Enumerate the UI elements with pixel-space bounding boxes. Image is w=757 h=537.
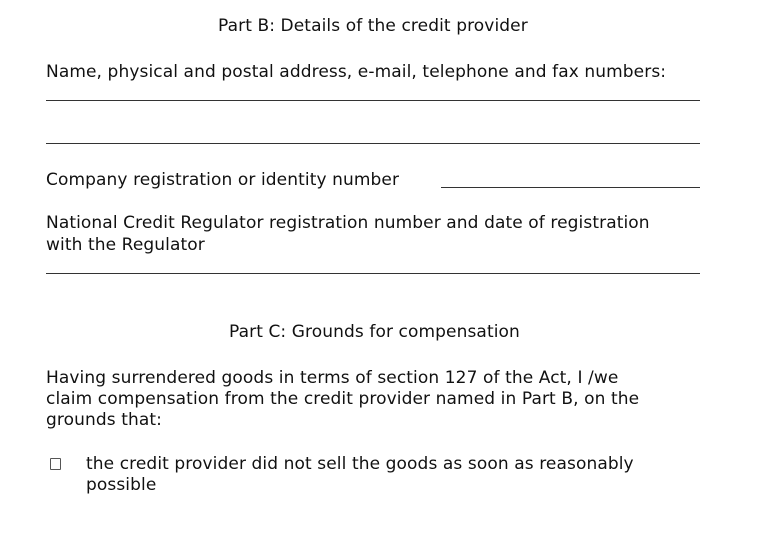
company-registration-line[interactable]	[441, 187, 700, 188]
ground-1-text-line1: the credit provider did not sell the goods as soon as reasonably	[86, 454, 634, 474]
part-c-intro-line1: Having surrendered goods in terms of section 127 of the Act, I /we	[46, 368, 619, 388]
part-c-heading: Part C: Grounds for compensation	[229, 322, 520, 342]
ncr-registration-label-line1: National Credit Regulator registration number and date of registration	[46, 213, 650, 233]
part-c-intro-line3: grounds that:	[46, 410, 162, 430]
part-b-heading: Part B: Details of the credit provider	[218, 16, 528, 36]
company-registration-label: Company registration or identity number	[46, 170, 400, 190]
name-address-label: Name, physical and postal address, e-mail, telephone and fax numbers:	[46, 62, 667, 82]
name-address-line-2[interactable]	[46, 143, 700, 144]
ground-1-checkbox[interactable]	[50, 458, 61, 470]
part-c-intro-line2: claim compensation from the credit provider named in Part B, on the	[46, 389, 640, 409]
ncr-registration-line[interactable]	[46, 273, 700, 274]
name-address-line-1[interactable]	[46, 100, 700, 101]
ground-1-text-line2: possible	[86, 475, 157, 495]
ncr-registration-label-line2: with the Regulator	[46, 235, 205, 255]
